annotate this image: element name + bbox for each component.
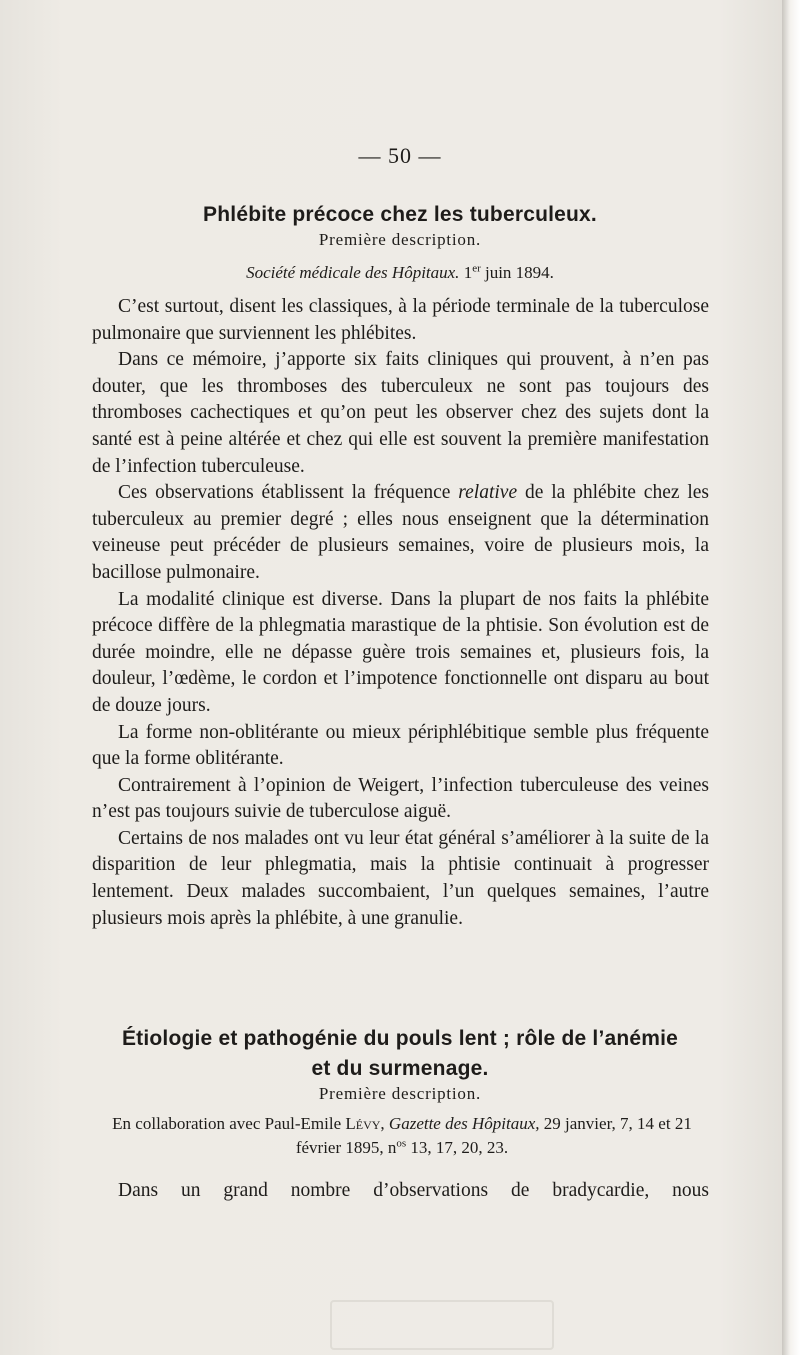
- citation-day-sup: er: [472, 262, 481, 275]
- page-number: — 50 —: [358, 143, 442, 168]
- section2-header: [0, 1025, 800, 1160]
- citation-date: juin 1894.: [484, 263, 554, 282]
- section2-subtitle: Première description.: [318, 1084, 482, 1103]
- collab-dates: 29 janvier, 7, 14 et 21 février 1895,: [295, 1114, 692, 1157]
- library-stamp: [330, 1300, 554, 1350]
- section2-title-line1: Étiologie et pathogénie du pouls lent ; rôle de l’anémie: [121, 1027, 679, 1050]
- paragraph: Dans un grand nombre d’observations de bradycardie, nous: [118, 1180, 709, 1201]
- section1-subtitle: Première description.: [318, 230, 482, 249]
- collab-nos: n: [387, 1138, 397, 1157]
- paragraph-part: Ces observations établissent la fréquence: [118, 482, 451, 504]
- paragraph-part: de la phlébite chez les tuberculeux au premier degré ; elles nous enseignent que la détermination veineuse peut précéder de plusieurs semaines, voire de plusieurs mois, la bacillose pulmonaire.: [92, 482, 710, 583]
- paragraph: C’est surtout, disent les classiques, à la période terminale de la tuberculose pulmonaire que surviennent les phlébites.: [92, 296, 709, 344]
- collab-text: En collaboration avec Paul-Emile: [112, 1114, 342, 1133]
- citation-journal: Société médicale des Hôpitaux.: [246, 263, 460, 282]
- section1-citation: [0, 261, 800, 285]
- paragraph: La modalité clinique est diverse. Dans la plupart de nos faits la phlébite précoce diffère de la phlegmatia marastique de la phtisie. Son évolution est de durée moindre, elle ne dépasse guère trois semaines et, plusieurs fois, la douleur, l’œdème, le cordon et l’impotence fonctionnelle ont disparu au bout de douze jours.: [92, 588, 709, 716]
- paragraph: Contrairement à l’opinion de Weigert, l’infection tuberculeuse des veines n’est pas toujours suivie de tuberculose aiguë.: [92, 774, 709, 823]
- italic-word: relative: [458, 482, 518, 504]
- paragraph: Dans ce mémoire, j’apporte six faits cliniques qui prouvent, à n’en pas douter, que les thromboses des tuberculeux ne sont pas toujours des thromboses cachectiques et qu’on peut les observer chez des sujets dont la santé est à peine altérée et chez qui elle est souvent la première manifestation de l’infection tuberculeuse.: [92, 349, 709, 477]
- collab-name: Lévy: [345, 1114, 381, 1133]
- citation-day: 1: [463, 263, 473, 282]
- section1-header: [0, 201, 800, 285]
- collab-numbers: 13, 17, 20, 23.: [410, 1138, 509, 1157]
- section2-body: [92, 1178, 709, 1205]
- collab-journal: Gazette des Hôpitaux,: [388, 1114, 540, 1133]
- section1-title: Phlébite précoce chez les tuberculeux.: [203, 203, 597, 226]
- section1-body: [92, 294, 709, 932]
- section2-collaboration: En collaboration avec Paul-Emile Lévy, Gazette des Hôpitaux, 29 janvier, 7, 14 et 21 février 1895, $n^{os}$ 13, 17, 20, 23.: [112, 1114, 692, 1157]
- paragraph: Certains de nos malades ont vu leur état général s’améliorer à la suite de la disparition de leur phlegmatia, mais la phtisie continuait à progresser lentement. Deux malades succombaient, l’un quelques semaines, l’autre plusieurs mois après la phlébite, à une granulie.: [92, 827, 709, 929]
- section2-title-line2: et du surmenage.: [311, 1057, 489, 1080]
- paragraph: La forme non-oblitérante ou mieux périphlébitique semble plus fréquente que la forme oblitérante.: [92, 721, 709, 770]
- collab-nos-sup: os: [396, 1137, 407, 1150]
- paragraph: [92, 480, 709, 586]
